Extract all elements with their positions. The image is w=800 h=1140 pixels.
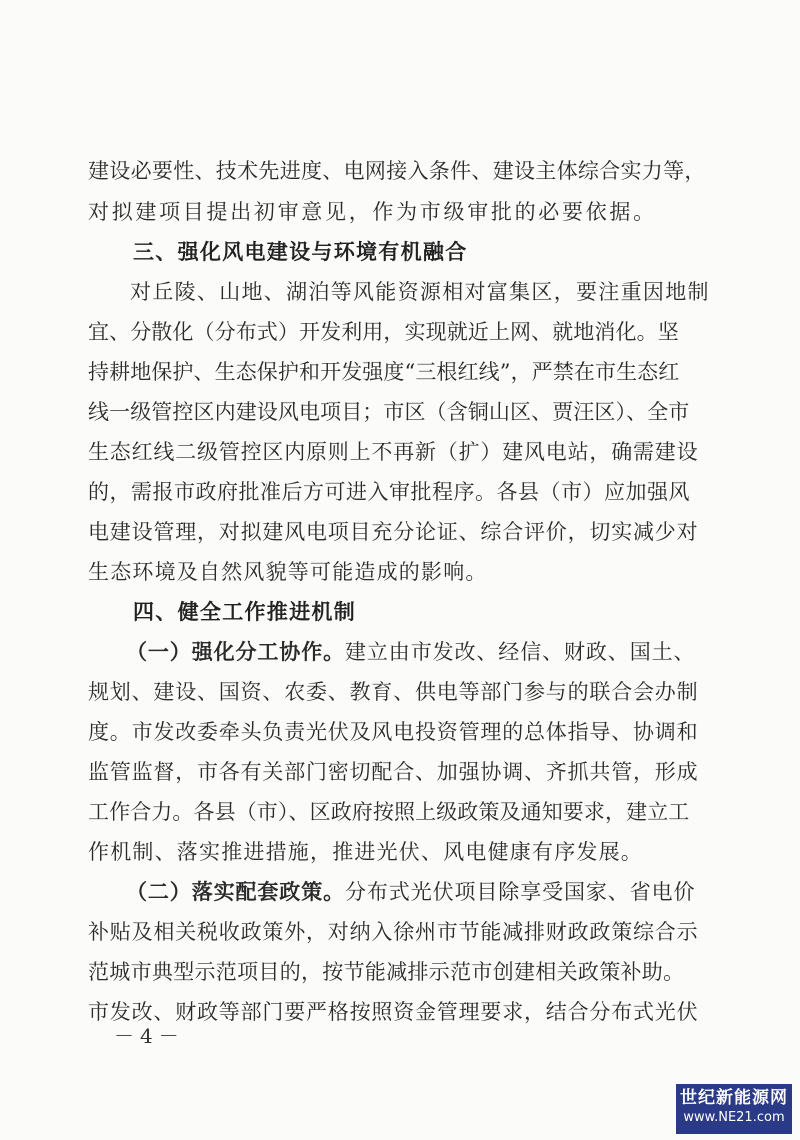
section-heading-text: 三、强化风电建设与环境有机融合 [133, 240, 468, 264]
text-line-content: 作机制、落实推进措施，推进光伏、风电健康有序发展。 [88, 840, 643, 864]
section-heading-text: 四、健全工作推进机制 [133, 600, 356, 624]
text-line-content: 对丘陵、山地、湖泊等风能资源相对富集区，要注重因地制 [130, 280, 710, 304]
text-line-content: 对拟建项目提出初审意见，作为市级审批的必要依据。 [88, 200, 657, 224]
page-number: －4－ [114, 1024, 185, 1048]
text-line-content: 生态红线二级管控区内原则上不再新（扩）建风电站，确需建设 [88, 440, 699, 464]
text-line-content: 线一级管控区内建设风电项目；市区（含铜山区、贾汪区）、全市 [88, 400, 690, 424]
text-line-content: 市发改、财政等部门要严格按照资金管理要求，结合分布式光伏 [88, 1000, 699, 1024]
text-line-content: 规划、建设、国资、农委、教育、供电等部门参与的联合会办制 [88, 680, 699, 704]
text-line-content: 分布式光伏项目除享受国家、省电价 [345, 880, 696, 904]
watermark-name: 世纪新能源网 [680, 1088, 788, 1108]
text-line-content: 监管监督，市各有关部门密切配合、加强协调、齐抓共管，形成 [88, 760, 699, 784]
text-line-content: 持耕地保护、生态保护和开发强度“三根红线”，严禁在市生态红 [88, 360, 680, 384]
text-line-content: 建立由市发改、经信、财政、国土、 [345, 640, 696, 664]
text-line-content: 工作合力。各县（市）、区政府按照上级政策及通知要求，建立工 [88, 800, 690, 824]
text-line-content: 建设必要性、技术先进度、电网接入条件、建设主体综合实力等， [88, 159, 706, 183]
watermark-logo [676, 1084, 792, 1134]
watermark-url: www.NE21.com [683, 1110, 785, 1125]
text-line-content: 的，需报市政府批准后方可进入审批程序。各县（市）应加强风 [88, 480, 690, 504]
paragraph-lead: （二）落实配套政策。 [126, 880, 345, 904]
text-line-content: 生态环境及自然风貌等可能造成的影响。 [88, 560, 488, 584]
text-line-content: 电建设管理，对拟建风电项目充分论证、综合评价，切实减少对 [88, 520, 699, 544]
text-line-content: 范城市典型示范项目的，按节能减排示范市创建相关政策补助。 [88, 960, 685, 984]
text-line-content: 宜、分散化（分布式）开发利用，实现就近上网、就地消化。坚 [88, 320, 679, 344]
text-line-content: 补贴及相关税收政策外，对纳入徐州市节能减排财政政策综合示 [88, 920, 699, 944]
paragraph-lead: （一）强化分工协作。 [126, 640, 345, 664]
text-line-content: 度。市发改委牵头负责光伏及风电投资管理的总体指导、协调和 [88, 720, 699, 744]
